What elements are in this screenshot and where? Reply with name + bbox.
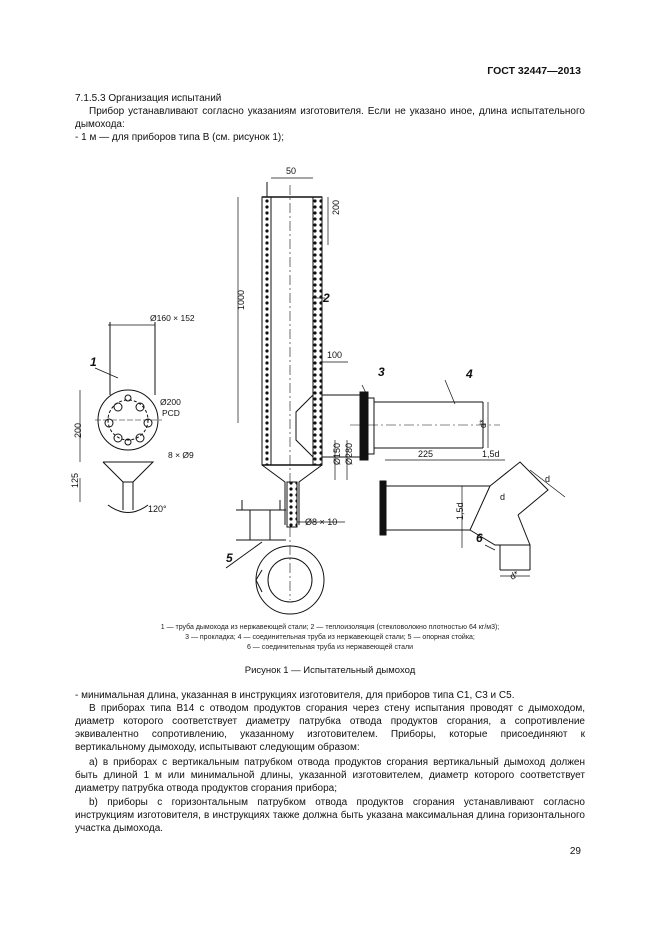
dim-pcd: PCD	[162, 408, 180, 418]
dim-dstar-2: d*	[508, 568, 521, 582]
dim-dia280: Ø280	[344, 442, 354, 465]
legend-line-1: 1 — труба дымохода из нержавеющей стали; 2 — теплоизоляция (стекловолокно плотностью 64 кг/м3);	[160, 624, 500, 631]
dim-100: 100	[327, 350, 343, 360]
flange-view	[95, 322, 162, 513]
callout-1: 1	[90, 355, 97, 369]
dim-15d-v: 1,5d	[455, 502, 465, 520]
dim-dstar-1: d*	[478, 419, 488, 428]
section-heading: 7.1.5.3 Организация испытаний	[75, 93, 222, 104]
dim-d: d	[500, 492, 506, 502]
callout-6: 6	[476, 531, 483, 545]
list-item-2: - минимальная длина, указанная в инструкциях изготовителя, для приборов типа С1, С3 и С5.	[75, 690, 515, 701]
callout-3: 3	[378, 365, 385, 379]
figure-legend	[60, 623, 600, 653]
bottom-circle-view	[256, 546, 324, 614]
page-number: 29	[569, 846, 581, 857]
standard-header: ГОСТ 32447—2013	[487, 65, 581, 77]
paragraph-2: В приборах типа В14 с отводом продуктов сгорания через стену испытания проводят с дымоходом, диаметр которого соответствует диаметру патрубка отвода продуктов сгорания, а сопротивление эквивалентно сопротивлению, указанному изготовителем. Приборы, которые присоединяют к вертикальному дымоходу, испытывают следующим образом:	[75, 703, 585, 753]
callout-2: 2	[323, 291, 330, 305]
dim-200-top: 200	[331, 199, 341, 215]
list-item-1: - 1 м — для приборов типа В (см. рисунок 1);	[75, 132, 284, 143]
legend-line-2: 3 — прокладка; 4 — соединительная труба из нержавеющей стали; 5 — опорная стойка;	[185, 634, 475, 641]
figure-caption: Рисунок 1 — Испытательный дымоход	[244, 665, 416, 676]
callout-5: 5	[226, 551, 233, 565]
dim-dia150: Ø150	[332, 442, 342, 465]
dim-1000: 1000	[236, 289, 246, 310]
dim-125: 125	[70, 472, 80, 488]
legend-line-3: 6 — соединительная труба из нержавеющей стали	[246, 644, 414, 651]
paragraph-b: b) приборы с горизонтальным патрубком отвода продуктов сгорания устанавливают согласно инструкциям изготовителя, в инструкциях также должна быть указана максимальная длина горизонтального участка дымохода.	[75, 797, 585, 834]
dim-50: 50	[286, 166, 297, 176]
dim-holes: 8 × Ø9	[168, 450, 194, 460]
dim-angle: 120°	[148, 504, 167, 514]
dim-dia8: Ø8 × 10	[305, 517, 338, 527]
dim-dia200: Ø200	[160, 397, 181, 407]
support-stand	[226, 500, 286, 568]
callout-4: 4	[466, 367, 473, 381]
vertical-chimney	[262, 182, 322, 600]
paragraph-a: а) в приборах с вертикальным патрубком отвода продуктов сгорания вертикальный дымоход должен быть длиной 1 м или минимальной длины, указанной изготовителем, диаметр которого соответствует диаметру патрубка отвода продуктов сгорания прибора;	[75, 757, 585, 794]
paragraph-1: Прибор устанавливают согласно указаниям изготовителя. Если не указано иное, длина испытательного дымохода:	[75, 106, 585, 130]
dim-d-diag: d	[545, 474, 551, 484]
dim-200-left: 200	[73, 422, 83, 438]
dim-dia160: Ø160 × 152	[150, 313, 195, 323]
dim-15d-h: 1,5d	[482, 449, 500, 459]
dim-225: 225	[418, 449, 434, 459]
